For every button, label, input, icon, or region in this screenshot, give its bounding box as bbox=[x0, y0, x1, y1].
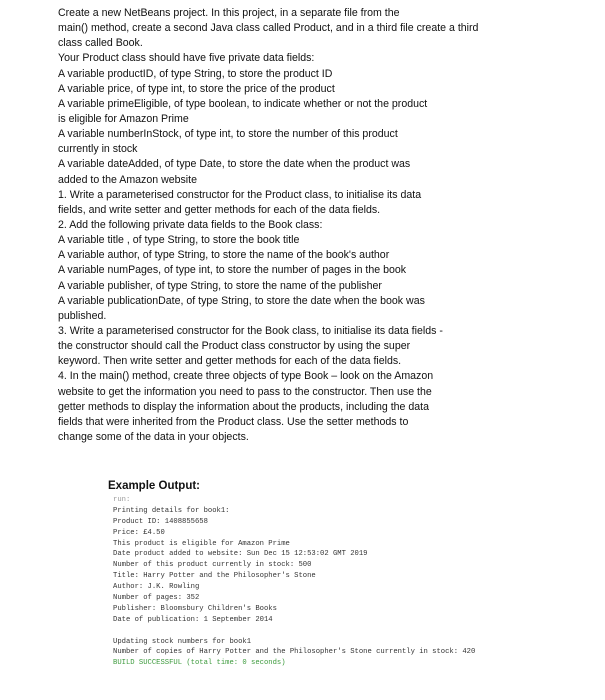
console-line: Price: £4.50 bbox=[113, 528, 165, 537]
instruction-line: added to the Amazon website bbox=[58, 173, 197, 186]
console-line: Number of this product currently in stock: 500 bbox=[113, 561, 312, 570]
instruction-line: 1. Write a parameterised constructor for the Product class, to initialise its data bbox=[58, 188, 422, 201]
instruction-line: A variable title , of type String, to store the book title bbox=[58, 234, 300, 247]
console-output bbox=[113, 495, 475, 669]
instruction-line: fields, and write setter and getter methods for each of the data fields. bbox=[58, 203, 381, 216]
instruction-line: Create a new NetBeans project. In this project, in a separate file from the bbox=[58, 7, 400, 19]
instruction-line: currently in stock bbox=[58, 143, 138, 156]
instruction-line: A variable primeEligible, of type boolean, to indicate whether or not the product bbox=[58, 97, 428, 110]
console-blank-line bbox=[113, 626, 475, 637]
console-line: Number of copies of Harry Potter and the Philosopher's Stone currently in stock: 420 bbox=[113, 648, 476, 657]
instruction-line: the constructor should call the Product class constructor by using the super bbox=[58, 340, 411, 353]
instruction-line: A variable author, of type String, to store the name of the book's author bbox=[58, 249, 390, 262]
console-line: Date product added to website: Sun Dec 15 12:53:02 GMT 2019 bbox=[113, 550, 368, 559]
console-line: Printing details for book1: bbox=[113, 506, 230, 515]
instruction-line: 4. In the main() method, create three objects of type Book – look on the Amazon bbox=[58, 370, 434, 383]
instruction-line: class called Book. bbox=[58, 37, 143, 50]
instruction-line: website to get the information you need to pass to the constructor. Then use the bbox=[58, 385, 432, 398]
instruction-line: A variable numPages, of type int, to store the number of pages in the book bbox=[58, 264, 407, 277]
example-output-heading: Example Output: bbox=[108, 480, 201, 492]
console-line: This product is eligible for Amazon Prime bbox=[113, 539, 290, 548]
console-line: Title: Harry Potter and the Philosopher's Stone bbox=[113, 572, 316, 581]
console-run-label: run: bbox=[113, 496, 131, 504]
instruction-line: published. bbox=[58, 309, 107, 322]
console-line: Updating stock numbers for book1 bbox=[113, 637, 252, 646]
instruction-line: A variable publisher, of type String, to store the name of the publisher bbox=[58, 279, 382, 292]
instructions-text bbox=[58, 6, 528, 445]
instruction-line: Your Product class should have five private data fields: bbox=[58, 52, 315, 65]
instruction-line: fields that were inherited from the Product class. Use the setter methods to bbox=[58, 415, 409, 428]
instruction-line: A variable price, of type int, to store the price of the product bbox=[58, 82, 335, 95]
console-line: Product ID: 1408855658 bbox=[113, 517, 208, 526]
instruction-line: 3. Write a parameterised constructor for the Book class, to initialise its data fields - bbox=[58, 324, 443, 337]
instruction-line: A variable publicationDate, of type String, to store the date when the book was bbox=[58, 294, 425, 307]
instruction-line: A variable numberInStock, of type int, to store the number of this product bbox=[58, 128, 398, 141]
instruction-line: A variable productID, of type String, to store the product ID bbox=[58, 67, 333, 80]
instruction-line: A variable dateAdded, of type Date, to store the date when the product was bbox=[58, 158, 411, 171]
instruction-line: main() method, create a second Java class called Product, and in a third file create a third bbox=[58, 22, 479, 35]
console-line: Date of publication: 1 September 2014 bbox=[113, 615, 273, 624]
instruction-line: is eligible for Amazon Prime bbox=[58, 112, 189, 125]
console-line: Publisher: Bloomsbury Children's Books bbox=[113, 604, 277, 613]
instruction-line: change some of the data in your objects. bbox=[58, 430, 249, 443]
console-build-status: BUILD SUCCESSFUL (total time: 0 seconds) bbox=[113, 659, 286, 668]
instruction-line: 2. Add the following private data fields to the Book class: bbox=[58, 218, 323, 231]
console-line: Number of pages: 352 bbox=[113, 594, 200, 603]
instruction-line: keyword. Then write setter and getter methods for each of the data fields. bbox=[58, 355, 402, 368]
console-line: Author: J.K. Rowling bbox=[113, 583, 200, 592]
instruction-line: getter methods to display the information about the products, including the data bbox=[58, 400, 430, 413]
